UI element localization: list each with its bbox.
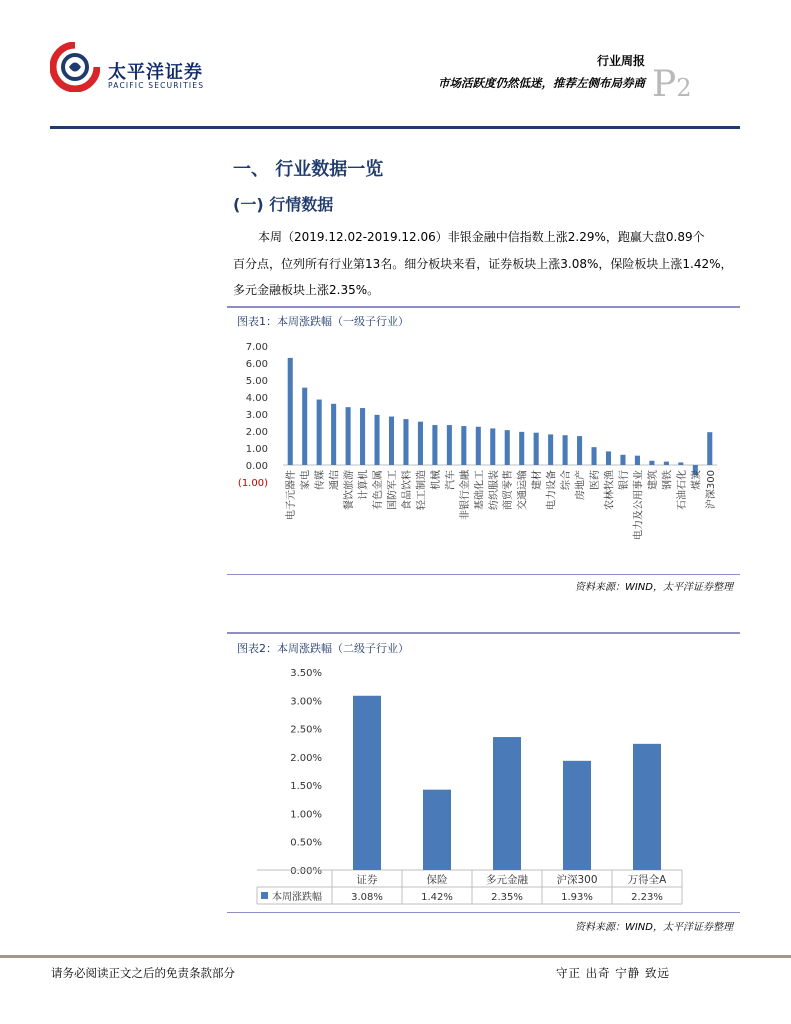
footer-divider <box>0 955 791 958</box>
bar <box>649 461 654 465</box>
x-tick-label: 建材 <box>532 470 544 490</box>
figure2-source: 资料来源：WIND，太平洋证券整理 <box>574 922 733 933</box>
x-tick-label: 有色金属 <box>373 470 385 510</box>
bar <box>635 456 640 465</box>
y-tick-label: 3.00% <box>290 696 322 708</box>
y-tick-label: 4.00 <box>245 393 268 404</box>
report-type: 行业周报 <box>596 54 645 68</box>
x-tick-label: 计算机 <box>358 470 370 500</box>
x-tick-label: 国防军工 <box>387 470 399 510</box>
x-tick-label: 银行 <box>618 470 630 490</box>
x-tick-label: 餐饮旅游 <box>344 470 356 510</box>
page-number <box>652 64 692 105</box>
paragraph-line-1: 本周（2019.12.02-2019.12.06）非银金融中信指数上涨2.29%，跑赢大盘0.89个 <box>258 230 705 244</box>
data-label: 1.42% <box>421 892 453 903</box>
bar <box>534 433 539 465</box>
x-tick-label: 沪深300 <box>705 470 717 510</box>
logo-icon <box>50 42 100 92</box>
x-tick-label: 机械 <box>430 470 442 490</box>
x-tick-label: 电子元器件 <box>286 470 298 520</box>
y-tick-label: 2.00 <box>245 427 268 438</box>
x-tick-label: 煤炭 <box>691 470 703 490</box>
x-tick-label: 电力及公用事业 <box>633 470 645 540</box>
bar <box>493 737 521 870</box>
bar <box>288 358 293 465</box>
y-tick-label: 2.00% <box>290 752 322 764</box>
figure2-chart <box>227 660 740 912</box>
x-tick-label: 医药 <box>590 470 602 490</box>
x-tick-label: 食品饮料 <box>401 470 413 510</box>
data-label: 3.08% <box>351 892 383 903</box>
bar <box>664 462 669 465</box>
y-tick-label: 0.00 <box>245 461 268 472</box>
bar <box>432 425 437 465</box>
y-tick-label: 6.00 <box>245 359 268 370</box>
x-tick-label: 证券 <box>356 874 378 886</box>
x-tick-label: 万得全A <box>627 874 667 886</box>
x-tick-label: 传媒 <box>315 470 327 490</box>
y-tick-label: 1.00 <box>245 444 268 455</box>
x-tick-label: 交通运输 <box>517 470 529 510</box>
figure1-top-rule <box>227 306 740 308</box>
x-tick-label: 基础化工 <box>474 470 486 510</box>
x-tick-label: 商贸零售 <box>503 470 515 510</box>
figure1-chart <box>227 334 740 574</box>
x-tick-label: 通信 <box>329 470 341 490</box>
x-tick-label: 轻工制造 <box>416 470 428 510</box>
x-tick-label: 纺织服装 <box>488 470 500 510</box>
x-tick-label: 汽车 <box>445 470 457 490</box>
bar <box>423 790 451 870</box>
x-tick-label: 石油石化 <box>676 470 688 510</box>
legend-label: 本周涨跌幅 <box>272 892 322 903</box>
footer-disclaimer: 请务必阅读正文之后的免责条款部分 <box>51 966 235 980</box>
y-tick-label: 1.00% <box>290 809 322 821</box>
y-tick-label: 3.00 <box>245 410 268 421</box>
page-digit: 2 <box>676 74 692 102</box>
x-tick-label: 非银行金融 <box>459 470 471 520</box>
x-tick-label: 沪深300 <box>556 874 598 886</box>
y-tick-label: 3.50% <box>290 668 322 679</box>
bar <box>620 455 625 465</box>
footer-motto: 守正 出奇 宁静 致远 <box>556 966 670 980</box>
bar <box>548 434 553 465</box>
y-tick-label: 1.50% <box>290 781 322 793</box>
bar <box>563 435 568 465</box>
x-tick-label: 家电 <box>300 470 312 490</box>
bar <box>476 427 481 465</box>
figure2-top-rule <box>227 632 740 634</box>
x-tick-label: 综合 <box>561 470 573 490</box>
bar <box>346 407 351 465</box>
figure1-bottom-rule <box>227 574 740 575</box>
x-tick-label: 多元金融 <box>486 874 528 886</box>
section-heading: 一、 行业数据一览 <box>233 159 384 180</box>
figure2-caption: 图表2：本周涨跌幅（二级子行业） <box>237 642 409 655</box>
bar <box>633 744 661 870</box>
page-letter: P <box>652 64 677 105</box>
bar <box>592 447 597 465</box>
y-tick-label: (1.00) <box>237 478 268 489</box>
bar <box>375 415 380 465</box>
legend-swatch <box>261 892 268 899</box>
bar <box>360 408 365 465</box>
data-label: 1.93% <box>561 892 593 903</box>
x-tick-label: 保险 <box>426 874 448 886</box>
bar <box>519 432 524 465</box>
report-title: 市场活跃度仍然低迷，推荐左侧布局券商 <box>438 76 645 90</box>
bar <box>353 696 381 870</box>
bar <box>606 451 611 465</box>
logo-text-cn: 太平洋证券 <box>108 62 203 83</box>
data-label: 2.35% <box>491 892 523 903</box>
y-tick-label: 0.50% <box>290 837 322 849</box>
y-tick-label: 0.00% <box>290 866 322 877</box>
bar <box>403 419 408 465</box>
y-tick-label: 5.00 <box>245 376 268 387</box>
paragraph-line-3: 多元金融板块上涨2.35%。 <box>233 283 380 297</box>
x-tick-label: 电力设备 <box>546 470 558 510</box>
bar <box>678 462 683 465</box>
bar <box>389 417 394 465</box>
bar <box>707 432 712 465</box>
paragraph-line-2: 百分点，位列所有行业第13名。细分板块来看，证券板块上涨3.08%，保险板块上涨1.42%， <box>233 257 733 271</box>
logo-text-en: PACIFIC SECURITIES <box>108 81 205 90</box>
subsection-heading: (一) 行情数据 <box>233 195 334 214</box>
x-tick-label: 农林牧渔 <box>604 470 616 510</box>
y-tick-label: 2.50% <box>290 724 322 736</box>
x-tick-label: 钢铁 <box>662 470 674 490</box>
bar <box>418 422 423 465</box>
header-divider <box>50 126 740 129</box>
bar <box>317 400 322 465</box>
bar <box>302 388 307 465</box>
bar <box>461 426 466 465</box>
bar <box>490 428 495 465</box>
data-label: 2.23% <box>631 892 663 903</box>
figure1-caption: 图表1：本周涨跌幅（一级子行业） <box>237 315 409 328</box>
x-tick-label: 建筑 <box>647 470 659 490</box>
figure1-source: 资料来源：WIND，太平洋证券整理 <box>574 582 733 593</box>
bar <box>563 761 591 870</box>
figure2-bottom-rule <box>227 912 740 913</box>
bar <box>505 430 510 465</box>
y-tick-label: 7.00 <box>245 342 268 353</box>
bar <box>447 425 452 465</box>
x-tick-label: 房地产 <box>575 470 587 500</box>
bar <box>577 436 582 465</box>
bar <box>331 404 336 465</box>
